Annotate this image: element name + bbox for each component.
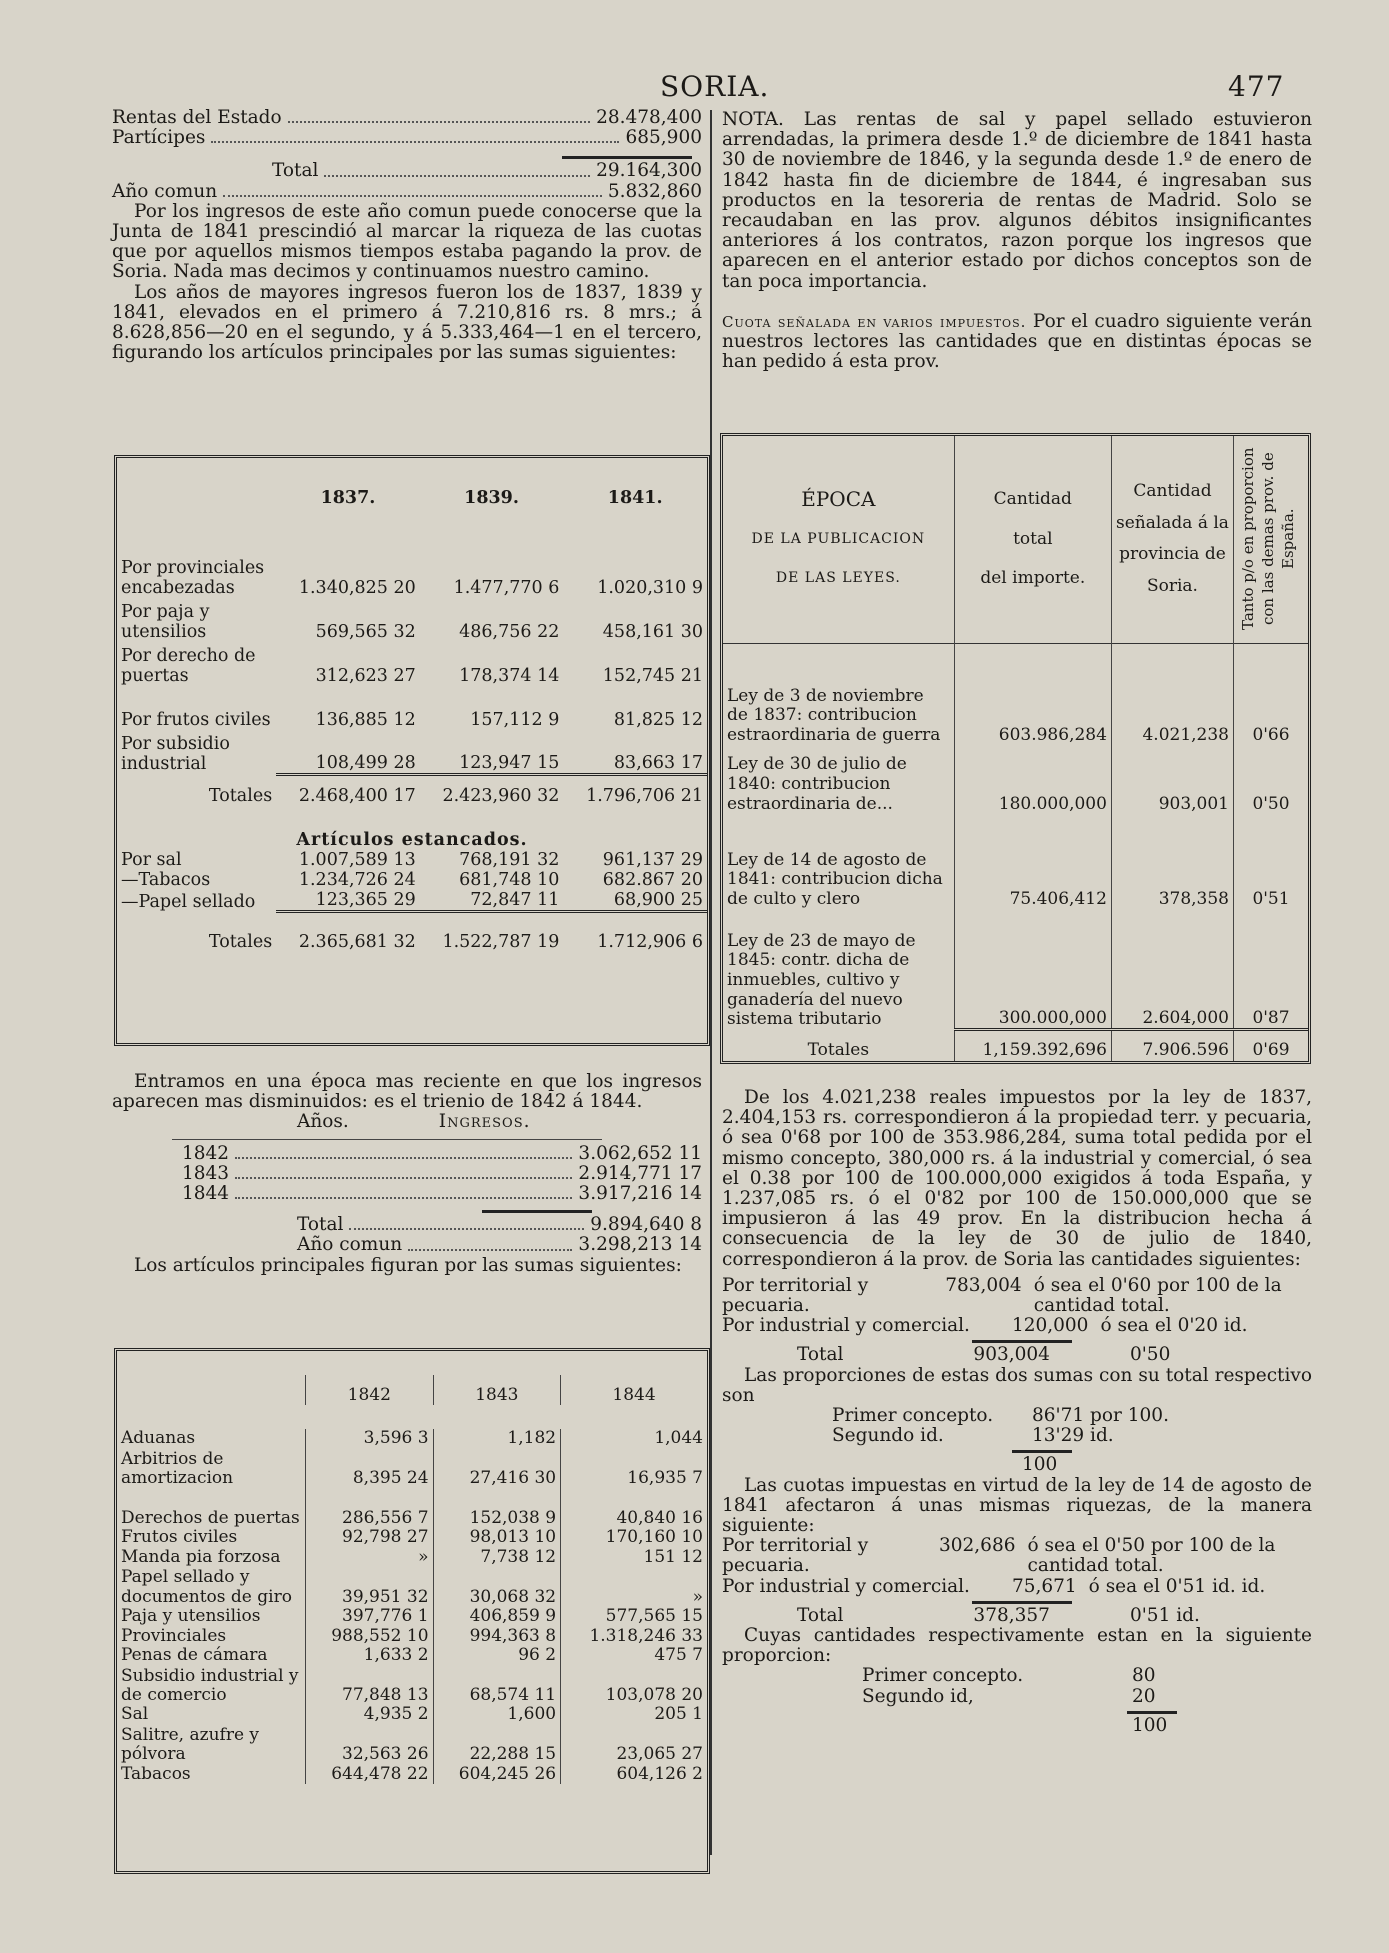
table-row: Sal 4,935 2 1,600 205 1 (117, 1705, 707, 1724)
cuota-heading: Cuota señalada en varios impuestos. (722, 312, 1027, 331)
paragraph: De los 4.021,238 reales impuestos por la ley de 1837, 2.404,153 rs. correspondieron á la propiedad terr. y pecuaria, ó sea 0'68 por 100 de 353.986,284, suma total pedida por el mismo concepto, 380,000 rs. á la industrial y comercial, ó sea el 0.38 por 100 de 100.000,000 exigidos á toda España, y 1.237,085 rs. ó el 0'82 por 100 de 150.000,000 que se impusieron á las 49 prov. En la distribucion hecha á consecuencia de la ley de 30 de julio de 1840, correspondieron á la prov. de Soria las cantidades siguientes: (722, 1087, 1312, 1270)
table-row: —Papel sellado 123,365 29 72,847 11 68,900 25 (121, 890, 703, 912)
table (117, 488, 707, 952)
summary-row: Año comun 5.832,860 (112, 180, 702, 202)
table-row: Paja y utensilios 397,776 1 406,859 9 577,565 15 (117, 1607, 707, 1626)
cuota-table (720, 433, 1311, 1064)
column-header-tanto: Tanto p/o en proporcion con las demas prov. de España. (1239, 448, 1297, 631)
column-header: 1839. (464, 488, 519, 508)
distribution-row: Por industrial y comercial. 120,000 ó sea el 0'20 id. (722, 1315, 1248, 1337)
table-row: —Tabacos 1.234,726 24 681,748 10 682.867 20 (121, 870, 703, 890)
table-row: Penas de cámara 1,633 2 96 2 475 7 (117, 1646, 707, 1665)
subhead: Artículos estancados. (296, 830, 528, 850)
cuota-paragraph: Cuota señalada en varios impuestos. Por el cuadro siguiente verán nuestros lectores las cantidades que en distintas épocas se han pedido á esta prov. (722, 310, 1313, 373)
distribution-total: Total 903,004 0'50 (797, 1344, 1171, 1366)
table-row: Aduanas 3,596 3 1,182 1,044 (117, 1429, 707, 1448)
proportion-total: 100 (1022, 1454, 1058, 1476)
table-row: Por paja y utensilios 569,565 32 486,756 22 458,161 30 (121, 602, 703, 642)
ingresos-total: Total 9.894,640 8 (297, 1214, 702, 1236)
page-title: SORIA. (660, 70, 770, 103)
column-header: 1844 (612, 1384, 656, 1405)
proportion-total: 100 (1132, 1714, 1168, 1736)
table-row: Arbitrios de amortizacion 8,395 24 27,416 30 16,935 7 (117, 1448, 707, 1488)
right-column (722, 110, 1312, 372)
table-row: Por sal 1.007,589 13 768,191 32 961,137 29 (121, 850, 703, 870)
totals-row: Totales 2.468,400 17 2.423,960 32 1.796,706 21 (117, 774, 707, 806)
table-row: Ley de 3 de noviembre de 1837: contribucion estraordinaria de guerra 603.986,284 4.021,238 0'66 (723, 643, 1308, 745)
table-row: Papel sellado y documentos de giro 39,951 32 30,068 32 » (117, 1567, 707, 1607)
distribution-row: Por territorial y pecuaria. 302,686 ó sea el 0'50 por 100 de la cantidad total. (722, 1535, 1276, 1577)
table-row: Ley de 30 de julio de 1840: contribucion estraordinaria de... 180.000,000 903,001 0'50 (723, 746, 1308, 814)
table-row: Por provinciales encabezadas 1.340,825 20 1.477,770 6 1.020,310 9 (121, 558, 703, 598)
summary-row: Rentas del Estado 28.478,400 (112, 107, 702, 128)
proportion-row: Primer concepto. 80 (862, 1665, 1156, 1687)
ingresos-average: Año comun 3.298,213 14 (297, 1234, 702, 1256)
totals-row: Totales 2.365,681 32 1.522,787 19 1.712,906 6 (117, 912, 707, 952)
table (117, 1375, 707, 1784)
left-column (112, 108, 702, 363)
table (723, 436, 1308, 1061)
income-table-1837-1841 (114, 455, 710, 1046)
distribution-1 (722, 1276, 1312, 1366)
distribution-row: Por territorial y pecuaria. 783,004 ó sea el 0'60 por 100 de la cantidad total. (722, 1274, 1282, 1317)
proportion-row: Primer concepto. 86'71 por 100. (832, 1405, 1169, 1427)
column-header-soria: Cantidad señalada á la provincia de Soria. (1111, 436, 1233, 643)
summary-row: Total 29.164,300 (272, 160, 702, 182)
nota-paragraph: NOTA. Las rentas de sal y papel sellado estuvieron arrendadas, la primera desde 1.º de diciembre de 1841 hasta 30 de noviembre de 1846, y la segunda desde 1.º de enero de 1842 hasta fin de diciembre de 1844, é ingresaban sus productos en la tesoreria de rentas de Madrid. Solo se recaudaban en las prov. algunos débitos insignificantes anteriores á los contratos, razon porque los ingresos que aparecen en el anterior estado por dichos conceptos son de tan poca importancia. (722, 109, 1312, 292)
paragraph: Los artículos principales figuran por las sumas siguientes: (134, 1254, 682, 1276)
distribution-total: Total 378,357 0'51 id. (797, 1604, 1200, 1626)
proportion-2 (722, 1666, 1312, 1736)
right-column-lower (722, 1088, 1312, 1736)
ingresos-header: Años. Ingresos. (297, 1111, 531, 1133)
table-row: Ley de 23 de mayo de 1845: contr. dicha de inmuebles, cultivo y ganadería del nuevo sistema tributario 300.000,000 2.604,000 0'87 (723, 910, 1308, 1030)
table-row: Frutos civiles 92,798 27 98,013 10 170,160 10 (117, 1528, 707, 1547)
paragraph: Cuyas cantidades respectivamente estan en la siguiente proporcion: (722, 1625, 1312, 1667)
distribution-2 (722, 1536, 1312, 1626)
paragraph: Las proporciones de estas dos sumas con su total respectivo son (722, 1364, 1312, 1406)
column-header: 1841. (607, 488, 663, 508)
table-row: Ley de 14 de agosto de 1841: contribucion dicha de culto y clero 75.406,412 378,358 0'51 (723, 814, 1308, 909)
ingresos-row: 1844 3.917,216 14 (182, 1183, 702, 1205)
column-header-total: Cantidad total del importe. (954, 436, 1111, 643)
table-row: Por frutos civiles 136,885 12 157,112 9 81,825 12 (121, 710, 703, 730)
table-row: Tabacos 644,478 22 604,245 26 604,126 2 (117, 1765, 707, 1784)
table-row: Por subsidio industrial 108,499 28 123,947 15 83,663 17 (121, 734, 703, 774)
table-row: Subsidio industrial y de comercio 77,848 13 68,574 11 103,078 20 (117, 1665, 707, 1705)
table-row: Manda pia forzosa » 7,738 12 151 12 (117, 1548, 707, 1567)
page-number: 477 (1228, 70, 1285, 103)
proportion-row: Segundo id, 20 (862, 1685, 1156, 1707)
paragraph: Por los ingresos de este año comun puede conocerse que la Junta de 1841 prescindió al marcar la riqueza de las cuotas que por aquellos mismos tiempos estaba pagando la prov. de Soria. Nada mas decimos y continuamos nuestro camino. (112, 200, 702, 283)
column-header-epoca: ÉPOCA DE LA PUBLICACION DE LAS LEYES. (723, 436, 954, 643)
table-row: Provinciales 988,552 10 994,363 8 1.318,246 33 (117, 1627, 707, 1646)
ingresos-row: 1842 3.062,652 11 (182, 1142, 702, 1164)
table-row: Por derecho de puertas 312,623 27 178,374 14 152,745 21 (121, 646, 703, 686)
paragraph: Las cuotas impuestas en virtud de la ley de 14 de agosto de 1841 afectaron á unas mismas riquezas, de la manera siguiente: (722, 1474, 1312, 1537)
summary-row: Partícipes 685,900 (112, 127, 702, 149)
table-row: Derechos de puertas 286,556 7 152,038 9 40,840 16 (117, 1488, 707, 1528)
paragraph: Entramos en una época mas reciente en que los ingresos aparecen mas disminuidos: es el trienio de 1842 á 1844. (112, 1071, 702, 1113)
column-divider (710, 110, 712, 1855)
left-column-mid (112, 1072, 702, 1276)
distribution-row: Por industrial y comercial. 75,671 ó sea el 0'51 id. id. (722, 1575, 1266, 1597)
ingresos-row: 1843 2.914,771 17 (182, 1162, 702, 1184)
table-row: Salitre, azufre y pólvora 32,563 26 22,288 15 23,065 27 (117, 1725, 707, 1765)
paragraph: Los años de mayores ingresos fueron los de 1837, 1839 y 1841, elevados en el primero á 7.210,816 rs. 8 mrs.; á 8.628,856—20 en el segundo, y á 5.333,464—1 en el tercero, figurando los artículos principales por las sumas siguientes: (112, 281, 702, 364)
proportion-row: Segundo id. 13'29 id. (832, 1425, 1114, 1447)
totals-row: Totales 1,159.392,696 7.906.596 0'69 (723, 1030, 1308, 1061)
articles-table-1842-1844 (114, 1348, 710, 1874)
column-header: 1843 (433, 1375, 561, 1405)
column-header: 1837. (320, 488, 376, 508)
proportion-1 (722, 1406, 1312, 1476)
column-header: 1842 (306, 1375, 434, 1405)
